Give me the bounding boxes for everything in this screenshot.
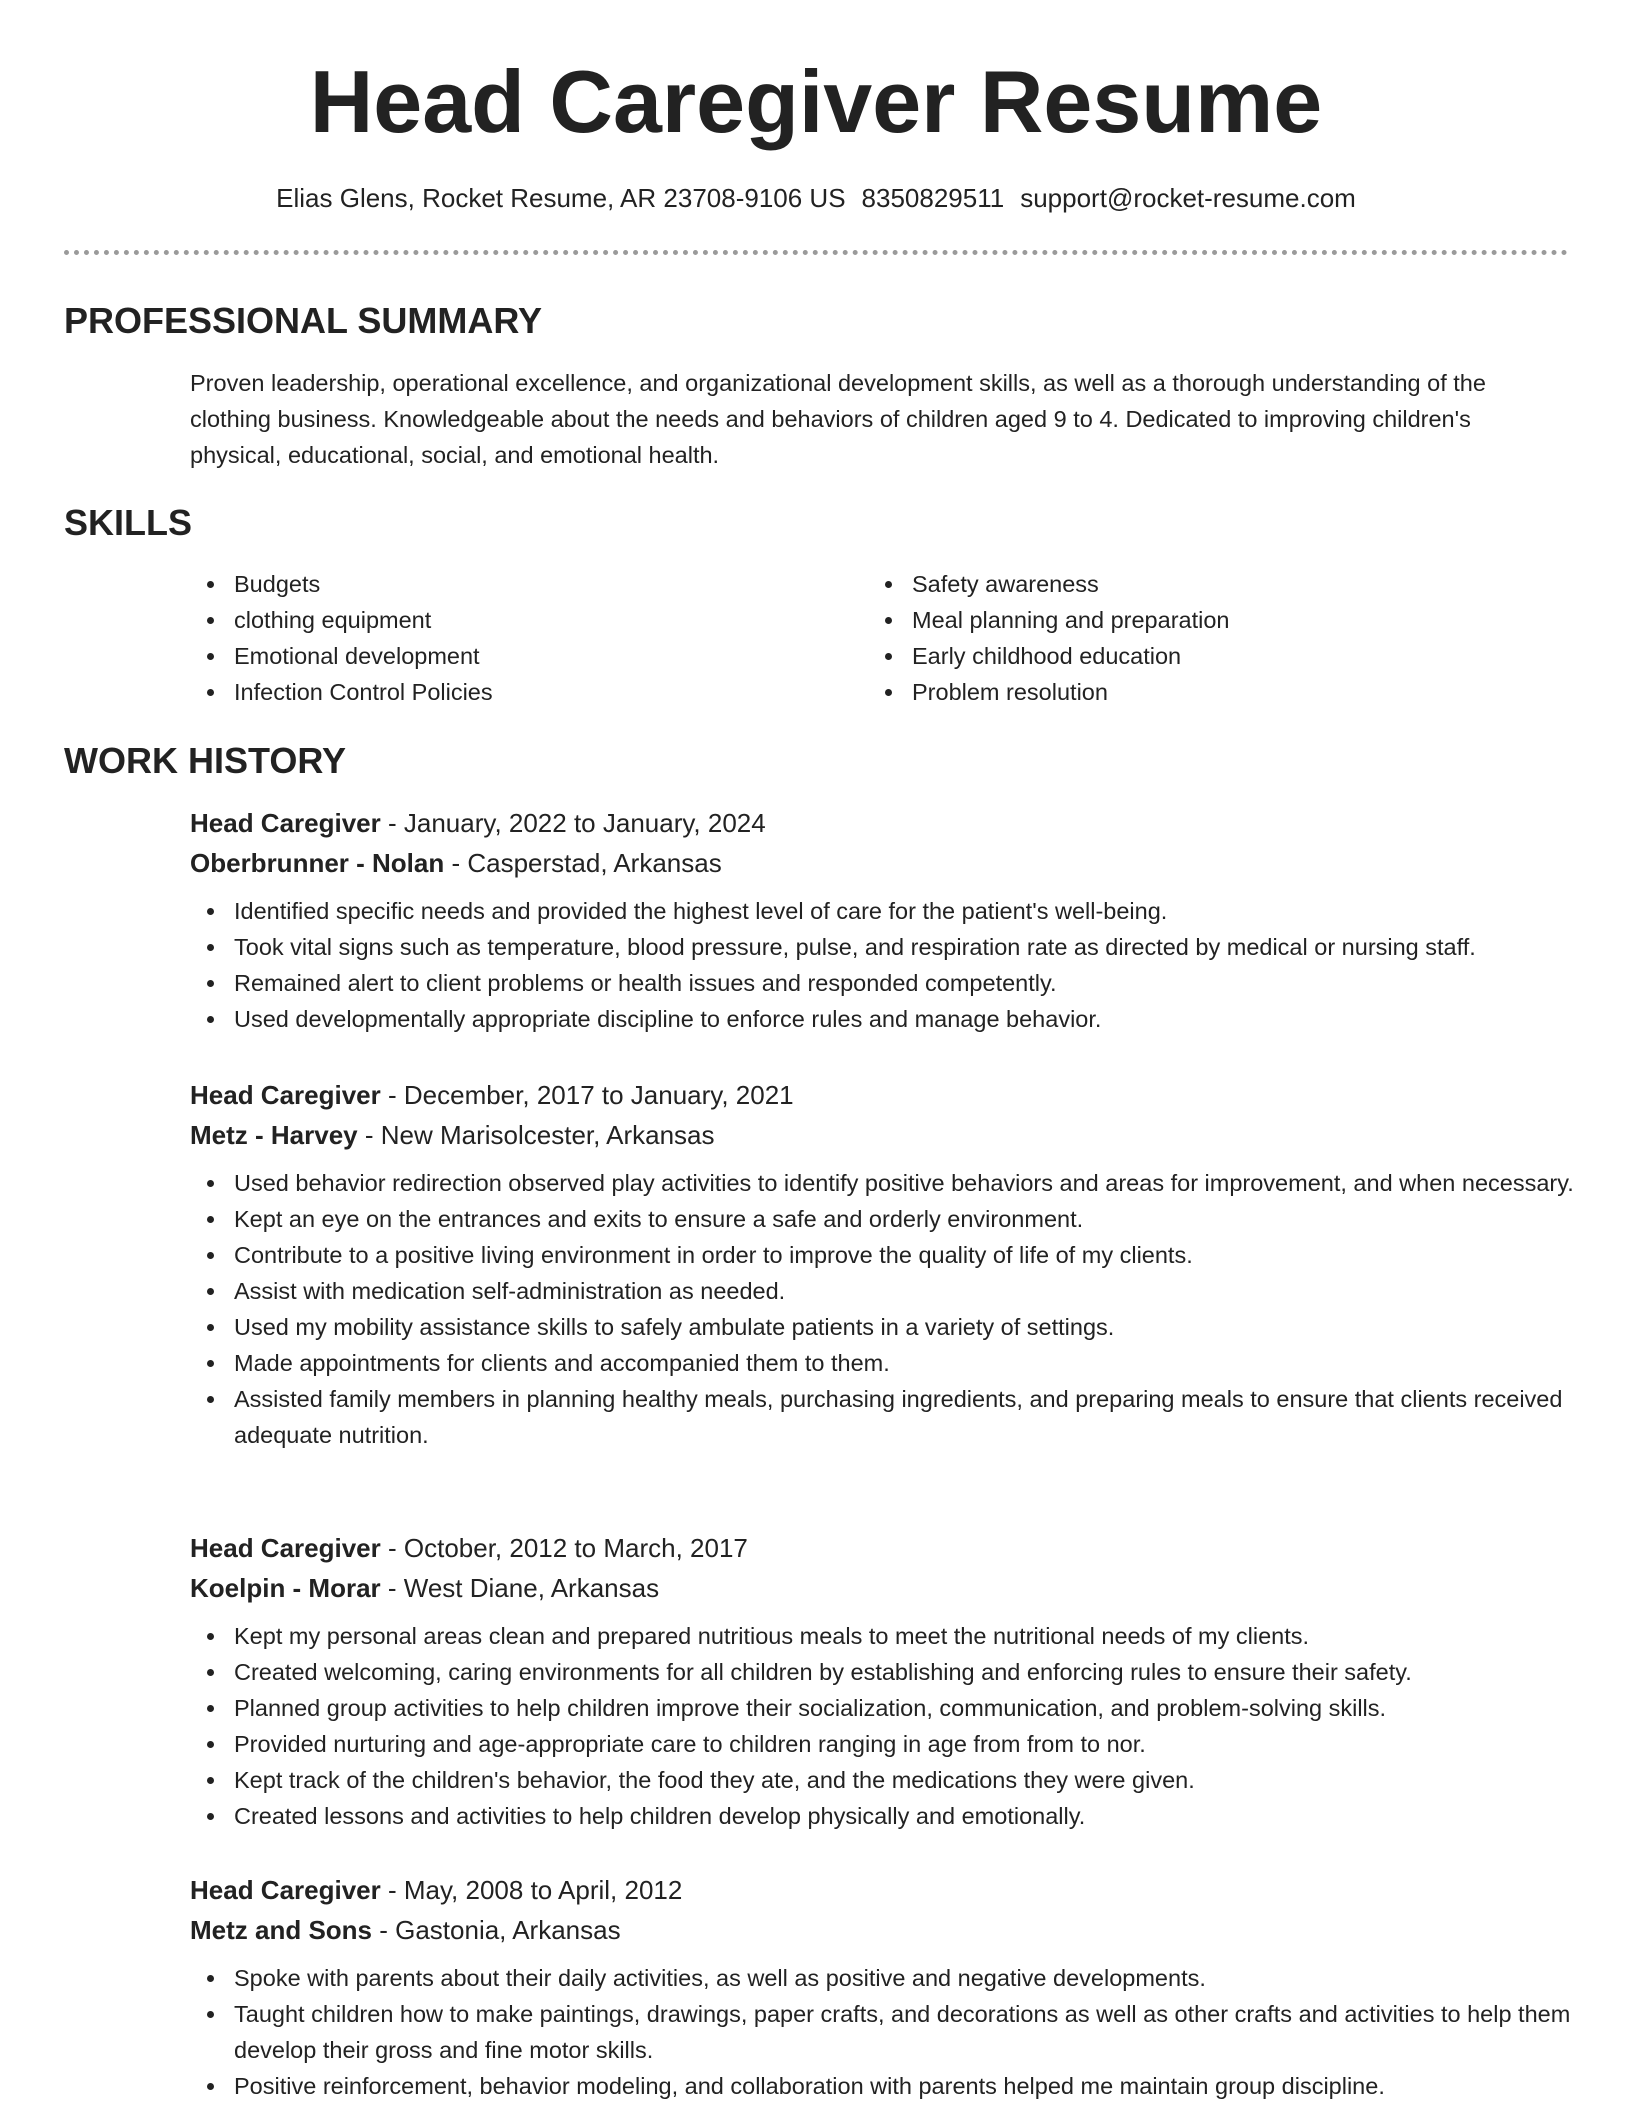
job-title: Head Caregiver (190, 1080, 381, 1110)
job-duties (190, 1960, 1580, 2104)
skill-item: Emotional development (234, 638, 874, 674)
job-company-line (190, 1568, 1580, 1608)
job-company-line (190, 1910, 1580, 1950)
job-dates: - December, 2017 to January, 2021 (380, 1080, 794, 1110)
job-duty: Created lessons and activities to help children develop physically and emotionally. (234, 1798, 1580, 1834)
job-entry (190, 1075, 1580, 1453)
work-history-heading: WORK HISTORY (64, 740, 347, 781)
job-company: Koelpin - Morar (190, 1573, 381, 1603)
header-divider (64, 250, 1568, 255)
job-location: - Casperstad, Arkansas (444, 848, 722, 878)
job-duty: Took vital signs such as temperature, blood pressure, pulse, and respiration rate as directed by medical or nursing staff. (234, 929, 1580, 965)
job-location: - West Diane, Arkansas (380, 1573, 660, 1603)
job-duty: Identified specific needs and provided the highest level of care for the patient's well-being. (234, 893, 1580, 929)
job-company-line (190, 1115, 1580, 1155)
job-duty: Used my mobility assistance skills to safely ambulate patients in a variety of settings. (234, 1309, 1580, 1345)
skill-item: Problem resolution (912, 674, 1552, 710)
job-duty: Kept track of the children's behavior, the food they ate, and the medications they were given. (234, 1762, 1580, 1798)
job-title: Head Caregiver (190, 1875, 381, 1905)
skill-item: Safety awareness (912, 566, 1552, 602)
job-company: Metz and Sons (190, 1915, 373, 1945)
job-title-line (190, 803, 1580, 843)
job-company: Metz - Harvey (190, 1120, 358, 1150)
job-location: - Gastonia, Arkansas (372, 1915, 621, 1945)
job-duty: Used developmentally appropriate discipline to enforce rules and manage behavior. (234, 1001, 1580, 1037)
job-duties (190, 1165, 1580, 1453)
job-duty: Made appointments for clients and accompanied them to them. (234, 1345, 1580, 1381)
skill-item: Early childhood education (912, 638, 1552, 674)
skill-item: clothing equipment (234, 602, 874, 638)
contact-phone[interactable]: 8350829511 (861, 183, 1005, 213)
job-dates: - January, 2022 to January, 2024 (380, 808, 766, 838)
job-dates: - May, 2008 to April, 2012 (380, 1875, 683, 1905)
job-company-line (190, 843, 1580, 883)
job-company: Oberbrunner - Nolan (190, 848, 445, 878)
job-entry (190, 1870, 1580, 2104)
skills-list-right (868, 566, 1552, 710)
skills-list-left (190, 566, 874, 710)
job-duty: Used behavior redirection observed play activities to identify positive behaviors and areas for improvement, and when necessary. (234, 1165, 1580, 1201)
job-duty: Assist with medication self-administration as needed. (234, 1273, 1580, 1309)
job-dates: - October, 2012 to March, 2017 (380, 1533, 748, 1563)
skill-item: Budgets (234, 566, 874, 602)
skill-item: Meal planning and preparation (912, 602, 1552, 638)
summary-heading: PROFESSIONAL SUMMARY (64, 300, 543, 341)
job-location: - New Marisolcester, Arkansas (357, 1120, 715, 1150)
contact-email[interactable]: support@rocket-resume.com (1020, 183, 1356, 213)
job-title-line (190, 1870, 1580, 1910)
contact-info (0, 178, 1632, 218)
job-duty: Spoke with parents about their daily activities, as well as positive and negative developments. (234, 1960, 1580, 1996)
job-duty: Positive reinforcement, behavior modeling, and collaboration with parents helped me maintain group discipline. (234, 2068, 1580, 2104)
job-duty: Kept my personal areas clean and prepared nutritious meals to meet the nutritional needs of my clients. (234, 1618, 1580, 1654)
job-duties (190, 1618, 1580, 1834)
job-entry (190, 803, 1580, 1037)
skill-item: Infection Control Policies (234, 674, 874, 710)
skills-heading: SKILLS (64, 502, 193, 543)
job-title-line (190, 1075, 1580, 1115)
job-duty: Created welcoming, caring environments for all children by establishing and enforcing rules to ensure their safety. (234, 1654, 1580, 1690)
job-duty: Provided nurturing and age-appropriate care to children ranging in age from from to nor. (234, 1726, 1580, 1762)
job-duty: Taught children how to make paintings, drawings, paper crafts, and decorations as well as other crafts and activities to help them develop their gross and fine motor skills. (234, 1996, 1580, 2068)
job-title-line (190, 1528, 1580, 1568)
job-duties (190, 893, 1580, 1037)
contact-address: Elias Glens, Rocket Resume, AR 23708-9106 US (276, 183, 846, 213)
page-title: Head Caregiver Resume (309, 52, 1323, 151)
job-duty: Assisted family members in planning healthy meals, purchasing ingredients, and preparing meals to ensure that clients received adequate nutrition. (234, 1381, 1580, 1453)
job-duty: Planned group activities to help children improve their socialization, communication, and problem-solving skills. (234, 1690, 1580, 1726)
summary-text: Proven leadership, operational excellence, and organizational development skills, as well as a thorough understanding of the clothing business. Knowledgeable about the needs and behaviors of children aged 9 to 4. Dedicated to improving children's physical, educational, social, and emotional health. (190, 370, 1486, 468)
job-title: Head Caregiver (190, 808, 381, 838)
job-duty: Kept an eye on the entrances and exits to ensure a safe and orderly environment. (234, 1201, 1580, 1237)
job-duty: Contribute to a positive living environment in order to improve the quality of life of my clients. (234, 1237, 1580, 1273)
job-entry (190, 1528, 1580, 1834)
job-duty: Remained alert to client problems or health issues and responded competently. (234, 965, 1580, 1001)
job-title: Head Caregiver (190, 1533, 381, 1563)
